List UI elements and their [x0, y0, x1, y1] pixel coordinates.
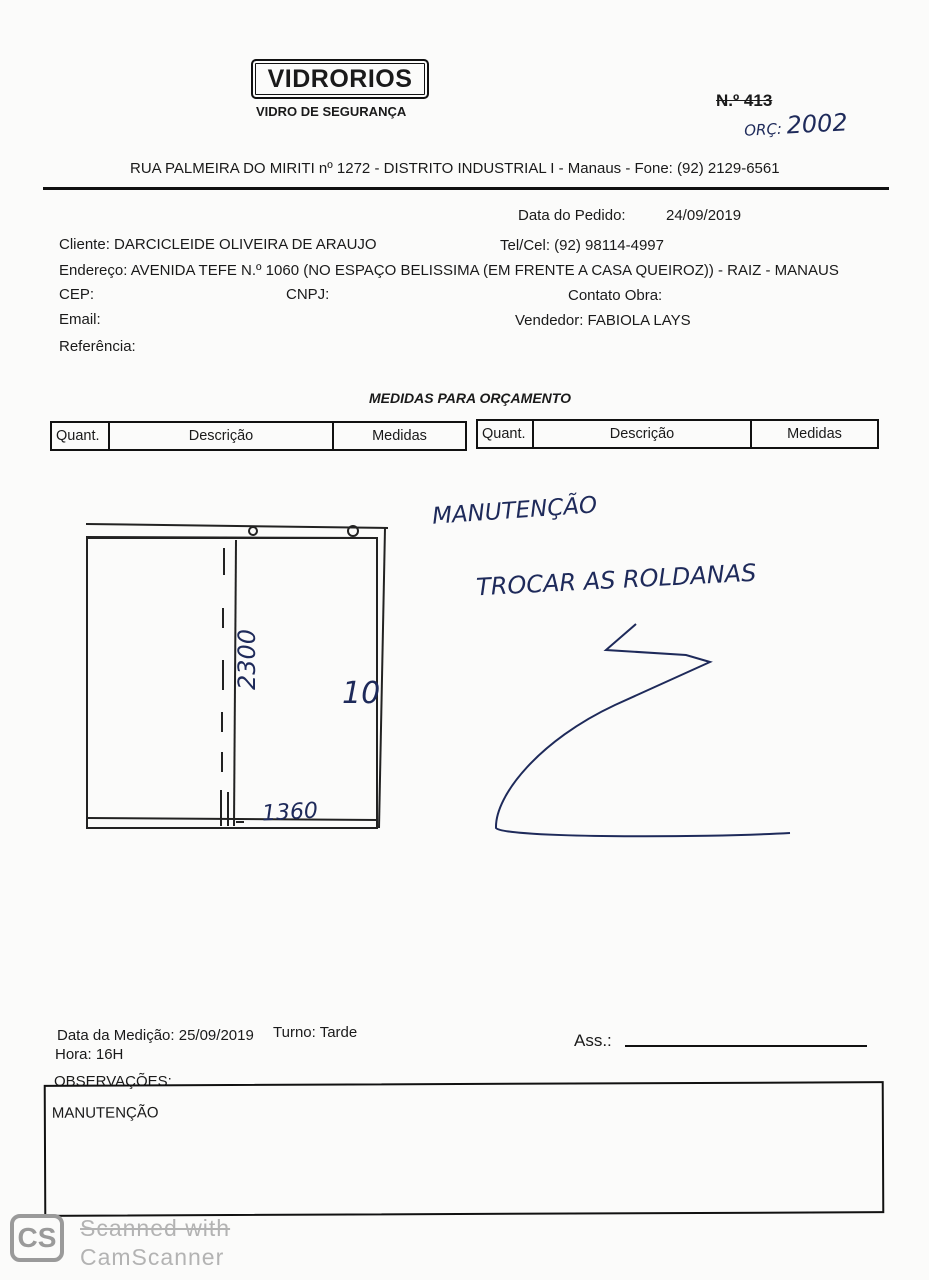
door-frame-outline	[87, 538, 377, 828]
logo-subtitle: VIDRO DE SEGURANÇA	[256, 104, 407, 119]
logo-text: VIDRORIOS	[267, 64, 413, 93]
col-description-header: Descrição	[109, 422, 333, 450]
col-description-header: Descrição	[533, 420, 751, 448]
observations-label: OBSERVAÇÕES:	[54, 1073, 172, 1090]
measures-title: MEDIDAS PARA ORÇAMENTO	[369, 390, 571, 406]
cep-label: CEP:	[59, 286, 95, 303]
site-contact-label: Contato Obra:	[568, 287, 663, 304]
pointer-arrow-stroke	[496, 624, 790, 836]
side-mark: 10	[342, 676, 381, 711]
signature-label: Ass.:	[574, 1031, 612, 1050]
measure-shift: Turno: Tarde	[273, 1024, 358, 1041]
measure-hour: Hora: 16H	[55, 1046, 124, 1063]
height-dimension: 2300	[233, 628, 261, 690]
measure-date: Data da Medição: 25/09/2019	[57, 1027, 254, 1044]
seller-name: Vendedor: FABIOLA LAYS	[515, 312, 691, 329]
observations-box	[44, 1081, 885, 1217]
roller-mark	[249, 527, 257, 535]
handwritten-note-replace-rollers: TROCAR AS ROLDANAS	[475, 558, 757, 602]
struck-document-number: N.º 413	[716, 91, 773, 110]
handwritten-orc-number: ORÇ: 2002	[743, 108, 849, 140]
col-quantity-header: Quant.	[477, 420, 533, 448]
sketch-top-line	[86, 524, 388, 528]
email-label: Email:	[59, 311, 101, 328]
client-address: Endereço: AVENIDA TEFE N.º 1060 (NO ESPAÇO BELISSIMA (EM FRENTE A CASA QUEIROZ)) - RAIZ - MANAUS	[59, 262, 839, 279]
col-measures-header: Medidas	[333, 422, 466, 450]
handwritten-note-maintenance: MANUTENÇÃO	[431, 492, 599, 530]
camscanner-watermark: Scanned with CamScanner	[80, 1215, 231, 1270]
order-date-value: 24/09/2019	[666, 207, 742, 224]
col-quantity-header: Quant.	[51, 422, 109, 450]
client-phone: Tel/Cel: (92) 98114-4997	[500, 237, 664, 254]
camscanner-logo: CS	[10, 1214, 64, 1262]
company-address: RUA PALMEIRA DO MIRITI nº 1272 - DISTRITO INDUSTRIAL I - Manaus - Fone: (92) 2129-6561	[130, 160, 780, 177]
reference-label: Referência:	[59, 338, 136, 355]
order-date-label: Data do Pedido:	[518, 207, 626, 224]
signature-line	[625, 1045, 867, 1047]
width-dimension: 1360	[261, 798, 319, 827]
client-name: Cliente: DARCICLEIDE OLIVEIRA DE ARAUJO	[59, 236, 377, 253]
cnpj-label: CNPJ:	[286, 286, 330, 303]
observations-text: MANUTENÇÃO	[51, 1104, 159, 1122]
col-measures-header: Medidas	[751, 420, 878, 448]
